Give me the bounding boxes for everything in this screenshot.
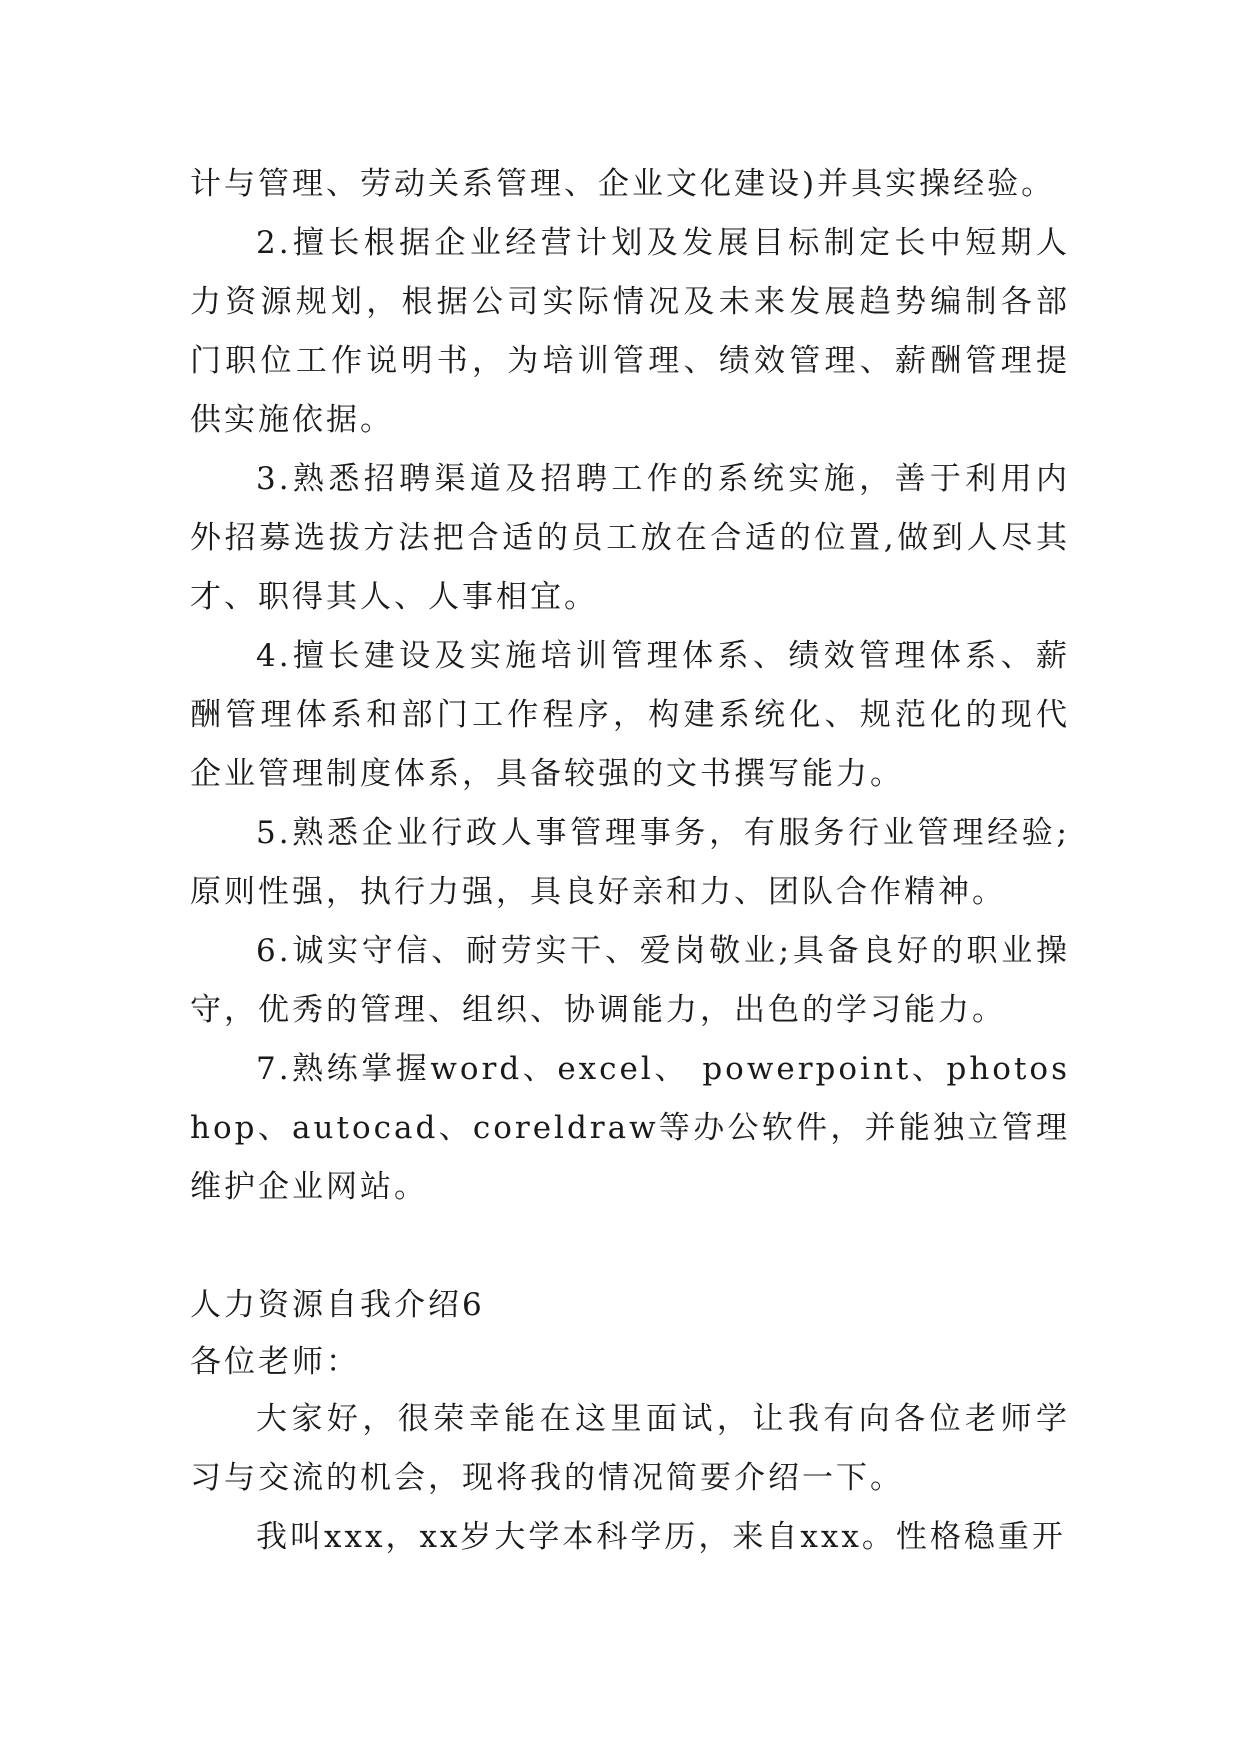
section-spacer — [190, 1217, 1070, 1276]
body-paragraph: 我叫xxx，xx岁大学本科学历，来自xxx。性格稳重开 — [256, 1519, 1066, 1555]
document-body — [190, 155, 1070, 1567]
list-item: 5.熟悉企业行政人事管理事务，有服务行业管理经验;原则性强，执行力强，具良好亲和力、团队合作精神。 — [190, 815, 1070, 910]
body-paragraph: 大家好，很荣幸能在这里面试，让我有向各位老师学习与交流的机会，现将我的情况简要介绍一下。 — [190, 1401, 1070, 1496]
continuation-paragraph: 计与管理、劳动关系管理、企业文化建设)并具实操经验。 — [190, 166, 1056, 202]
list-item: 2.擅长根据企业经营计划及发展目标制定长中短期人力资源规划，根据公司实际情况及未来发展趋势编制各部门职位工作说明书，为培训管理、绩效管理、薪酬管理提供实施依据。 — [190, 225, 1070, 438]
list-item: 4.擅长建设及实施培训管理体系、绩效管理体系、薪酬管理体系和部门工作程序，构建系统化、规范化的现代企业管理制度体系，具备较强的文书撰写能力。 — [190, 638, 1070, 792]
section-title: 人力资源自我介绍6 — [190, 1287, 485, 1323]
list-item: 3.熟悉招聘渠道及招聘工作的系统实施，善于利用内外招募选拔方法把合适的员工放在合适的位置,做到人尽其才、职得其人、人事相宜。 — [190, 461, 1070, 615]
list-item: 6.诚实守信、耐劳实干、爱岗敬业;具备良好的职业操守，优秀的管理、组织、协调能力，出色的学习能力。 — [190, 933, 1070, 1028]
list-item: 7.熟练掌握word、excel、 powerpoint、photoshop、autocad、coreldraw等办公软件，并能独立管理维护企业网站。 — [190, 1051, 1070, 1205]
salutation: 各位老师： — [190, 1344, 360, 1380]
